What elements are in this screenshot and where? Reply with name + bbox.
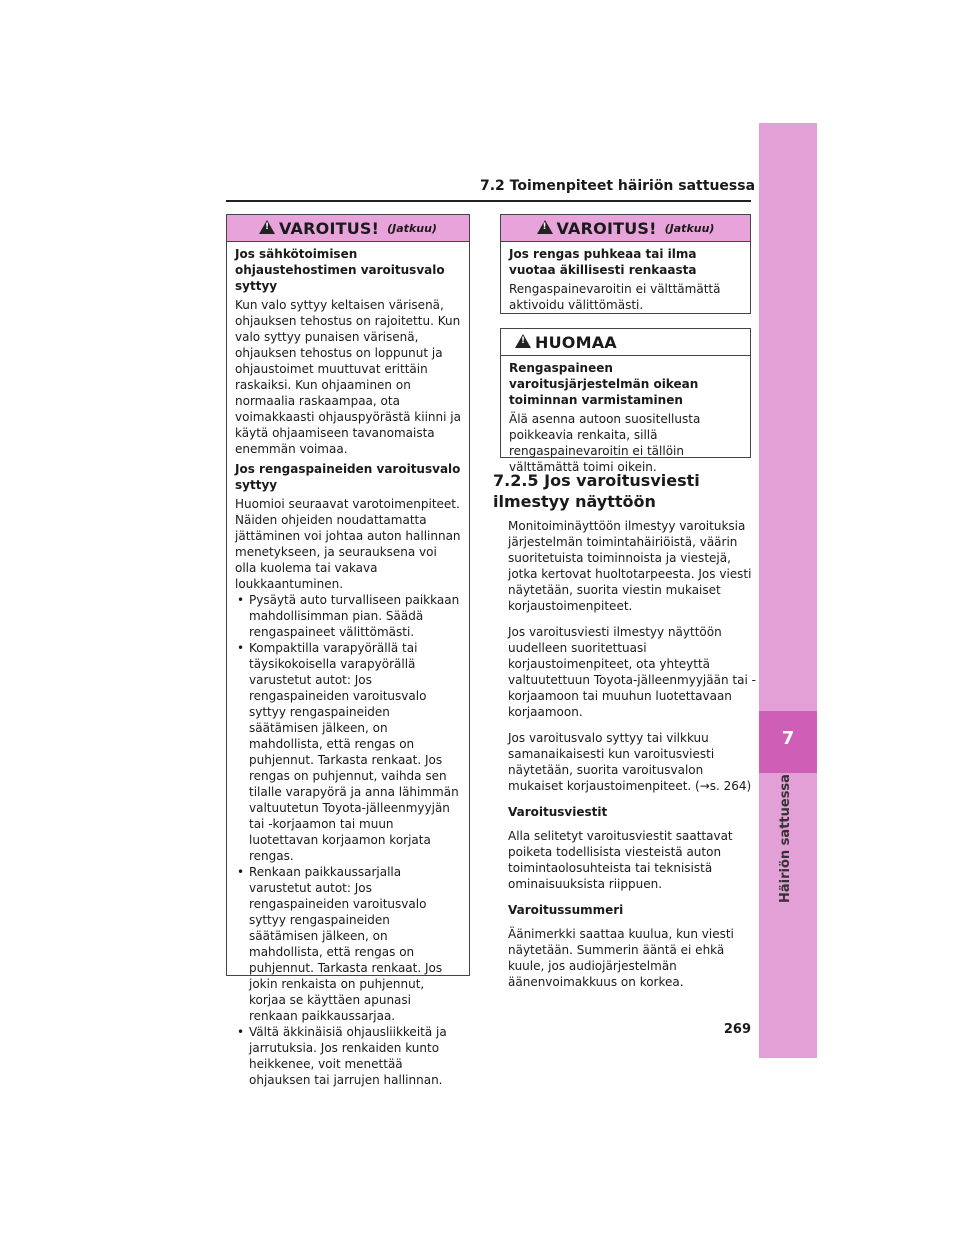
notice-title: HUOMAA bbox=[535, 332, 617, 352]
chapter-number: 7 bbox=[781, 728, 795, 749]
warning-box-right bbox=[500, 214, 751, 314]
warning-triangle-icon bbox=[259, 220, 275, 234]
notice-box-header bbox=[501, 329, 750, 356]
running-header-title: 7.2 Toimenpiteet häiriön sattuessa bbox=[480, 178, 756, 194]
chapter-label: Häiriön sattuessa bbox=[778, 774, 793, 903]
bullet-item: • Vältä äkkinäisiä ohjausliikkeitä ja jarrutuksia. Jos renkaiden kunto heikkenee, voit menettää ohjauksen tai jarrujen hallinnan. bbox=[235, 1024, 461, 1088]
warning-paragraph: Kun valo syttyy keltaisen värisenä, ohjauksen tehostus on rajoitettu. Kun valo syttyy punaisen värisenä, ohjauksen tehostus on loppunut ja ohjaustoimet muuttuvat erittäin raskaiksi. Kun ohjaaminen on normaalia raskaampaa, ota voimakkaasti ohjauspyörästä kiinni ja käytä ohjaamiseen tavanomaista enemmän voimaa. bbox=[235, 298, 461, 456]
warning-subheading: Jos rengaspaineiden varoitusvalo syttyy bbox=[235, 462, 461, 492]
section-heading: 7.2.5 Jos varoitusviesti ilmestyy näyttöön bbox=[493, 471, 700, 511]
warning-triangle-icon bbox=[537, 220, 553, 234]
notice-box bbox=[500, 328, 751, 474]
warning-paragraph: Huomioi seuraavat varotoimenpiteet. Näiden ohjeiden noudattamatta jättäminen voi johtaa auton hallinnan menetykseen, ja seurauksena voi olla kuolema tai vakava loukkaantuminen. bbox=[235, 497, 461, 591]
body-paragraph: Jos varoitusvalo syttyy tai vilkkuu samanaikaisesti kun varoitusviesti näytetään, suorita varoitusvalon mukaiset korjaustoimenpiteet. (→s. 264) bbox=[508, 731, 752, 793]
continued-label: (Jatkuu) bbox=[664, 221, 715, 235]
body-subheading: Varoitussummeri bbox=[508, 903, 624, 917]
warning-title: VAROITUS! bbox=[556, 218, 657, 238]
body-paragraph: Alla selitetyt varoitusviestit saattavat poiketa todellisista viesteistä auton toimintaolosuhteista tai teknisistä ominaisuuksista riippuen. bbox=[508, 829, 733, 891]
warning-title: VAROITUS! bbox=[279, 218, 380, 238]
chapter-side-tab bbox=[759, 123, 817, 1058]
warning-subheading: Jos sähkötoimisen ohjaustehostimen varoitusvalo syttyy bbox=[235, 247, 445, 293]
warning-box-left bbox=[226, 214, 470, 1087]
notice-paragraph: Älä asenna autoon suositellusta poikkeavia renkaita, sillä rengaspainevaroitin ei tällöin välttämättä toimi oikein. bbox=[509, 412, 701, 474]
warning-bullet-list bbox=[235, 592, 461, 1088]
notice-icon bbox=[515, 334, 531, 348]
body-subheading: Varoitusviestit bbox=[508, 805, 608, 819]
body-paragraph: Äänimerkki saattaa kuulua, kun viesti näytetään. Summerin ääntä ei ehkä kuule, jos audiojärjestelmän äänenvoimakkuus on korkea. bbox=[508, 927, 734, 989]
continued-label: (Jatkuu) bbox=[387, 221, 437, 235]
bullet-item: • Pysäytä auto turvalliseen paikkaan mahdollisimman pian. Säädä rengaspaineet välittömästi. bbox=[235, 592, 461, 640]
body-paragraph: Monitoiminäyttöön ilmestyy varoituksia järjestelmän toimintahäiriöistä, väärin suoritetuista toiminnoista ja viestejä, jotka kertovat huoltotarpeesta. Jos viesti näytetään, suorita viestin mukaiset korjaustoimenpiteet. bbox=[508, 519, 752, 613]
warning-paragraph: Rengaspainevaroitin ei välttämättä aktivoidu välittömästi. bbox=[509, 282, 721, 312]
header-rule bbox=[226, 200, 751, 202]
section-body bbox=[508, 518, 756, 1000]
page-number: 269 bbox=[723, 1022, 751, 1037]
warning-box-header bbox=[501, 215, 750, 242]
bullet-item: • Kompaktilla varapyörällä tai täysikokoisella varapyörällä varustetut autot: Jos rengaspaineiden varoitusvalo syttyy rengaspaineiden säätämisen jälkeen, on mahdollista, että rengas on puhjennut. Tarkasta renkaat. Jos rengas on puhjennut, vaihda sen tilalle varapyörä ja anna lähimmän valtuutetun Toyota-jälleenmyyjän tai -korjaamon tai muun luotettavan korjaamon korjata rengas. bbox=[235, 640, 461, 864]
body-paragraph: Jos varoitusviesti ilmestyy näyttöön uudelleen suoritettuasi korjaustoimenpiteet, ota yhteyttä valtuutettuun Toyota-jälleenmyyjään tai -korjaamoon tai muuhun luotettavaan korjaamoon. bbox=[508, 625, 756, 719]
warning-subheading: Jos rengas puhkeaa tai ilma vuotaa äkillisesti renkaasta bbox=[509, 247, 697, 277]
notice-subheading: Rengaspaineen varoitusjärjestelmän oikean toiminnan varmistaminen bbox=[509, 361, 699, 407]
warning-box-header bbox=[227, 215, 469, 242]
bullet-item: • Renkaan paikkaussarjalla varustetut autot: Jos rengaspaineiden varoitusvalo syttyy rengaspaineiden säätämisen jälkeen, on mahdollista, että rengas on puhjennut. Tarkasta renkaat. Jos jokin renkaista on puhjennut, korjaa se käyttäen apunasi renkaan paikkaussarjaa. bbox=[235, 864, 461, 1024]
